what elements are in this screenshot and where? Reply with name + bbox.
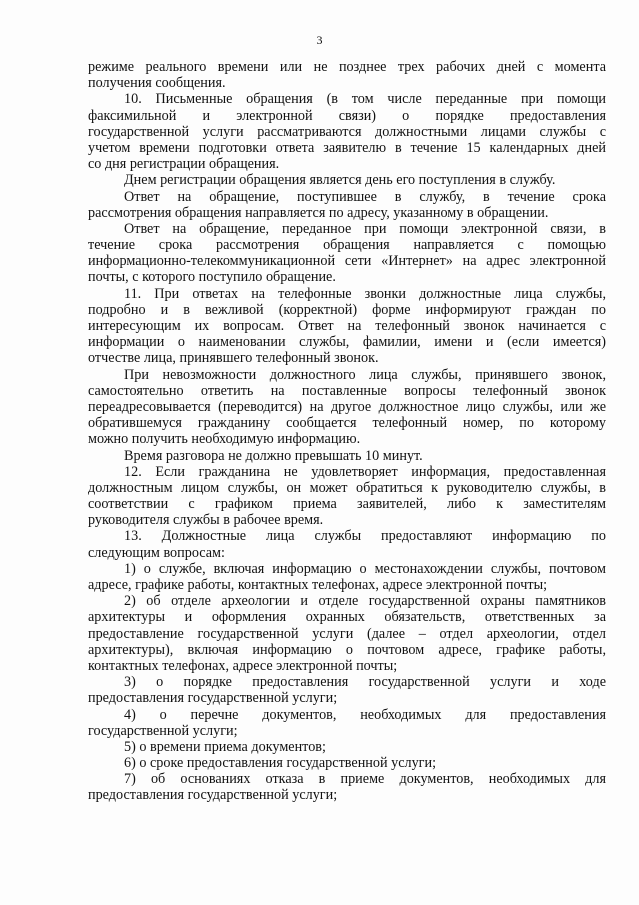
text-line: предоставления государственной услуги; — [88, 690, 338, 707]
text-line: предоставления государственной услуги; — [88, 787, 338, 804]
text-line: 4) о перечне документов, необходимых для предоставления — [124, 706, 606, 723]
text-line: адресе, графике работы, контактных телефонах, адресе электронной почты; — [88, 577, 548, 593]
text-line: архитектуры и оформления охранных обязательств, ответственных за — [88, 609, 606, 626]
text-line: 1) о службе, включая информацию о местонахождении службы, почтовом — [124, 560, 606, 577]
text-line: информации о наименовании службы, фамилии, имени и (если имеется) — [88, 334, 606, 351]
text-line: отчестве лица, принявшего телефонный звонок. — [88, 350, 379, 367]
text-line: переадресовывается (переводится) на другое должностное лицо службы, или же — [88, 398, 606, 415]
text-line: 7) об основаниях отказа в приеме документов, необходимых для — [124, 771, 606, 788]
text-line: 2) об отделе археологии и отделе государственной охраны памятников — [124, 593, 606, 610]
text-line: 11. При ответах на телефонные звонки должностные лица службы, — [124, 285, 606, 302]
text-line: государственной услуги рассматриваются должностными лицами службы с — [88, 123, 606, 140]
text-line: архитектуры), включая информацию о почтовом адресе, графике работы, — [88, 641, 606, 658]
text-line: подробно и в вежливой (корректной) форме информируют граждан по — [88, 301, 606, 318]
text-line: 3) о порядке предоставления государственной услуги и ходе — [124, 674, 606, 691]
text-line: режиме реального времени или не позднее трех рабочих дней с момента — [88, 59, 606, 75]
text-line: 5) о времени приема документов; — [124, 738, 326, 755]
text-line: получения сообщения. — [88, 75, 226, 92]
text-line: можно получить необходимую информацию. — [88, 431, 361, 448]
page-number: 3 — [316, 33, 323, 47]
text-line: Ответ на обращение, поступившее в службу, в течение срока — [124, 188, 606, 205]
text-line: интересующим их вопросам. Ответ на телефонный звонок начинается с — [88, 318, 606, 334]
text-line: со дня регистрации обращения. — [88, 156, 280, 173]
text-line: 12. Если гражданина не удовлетворяет информация, предоставленная — [124, 463, 606, 480]
text-line: При невозможности должностного лица службы, принявшего звонок, — [124, 366, 606, 383]
text-line: факсимильной и электронной связи) о порядке предоставления — [88, 107, 606, 124]
text-line: следующим вопросам: — [88, 544, 225, 561]
text-line: предоставление государственной услуги (далее – отдел археологии, отдел — [88, 625, 606, 642]
text-line: обратившемуся гражданину сообщается телефонный номер, по которому — [88, 415, 606, 432]
text-line: рассмотрения обращения направляется по адресу, указанному в обращении. — [88, 204, 549, 221]
text-line: государственной услуги; — [88, 722, 238, 739]
text-line: самостоятельно ответить на поставленные вопросы телефонный звонок — [88, 382, 606, 399]
text-line: Днем регистрации обращения является день его поступления в службу. — [124, 172, 556, 189]
text-line: почты, с которого поступило обращение. — [88, 269, 336, 286]
text-line: контактных телефонах, адресе электронной почты; — [88, 657, 398, 674]
text-line: 10. Письменные обращения (в том числе переданные при помощи — [124, 91, 606, 108]
text-line: учетом времени подготовки ответа заявителю в течение 15 календарных дней — [88, 139, 606, 156]
text-line: информационно-телекоммуникационной сети «Интернет» на адрес электронной — [88, 253, 606, 270]
text-line: Время разговора не должно превышать 10 минут. — [124, 447, 423, 464]
text-line: Ответ на обращение, переданное при помощи электронной связи, в — [124, 220, 606, 237]
text-line: руководителя службы в рабочее время. — [88, 512, 324, 529]
text-line: 6) о сроке предоставления государственной услуги; — [124, 755, 437, 772]
text-line: течение срока рассмотрения обращения направляется с помощью — [88, 237, 606, 254]
text-line: 13. Должностные лица службы предоставляют информацию по — [124, 528, 606, 545]
document-body — [88, 59, 606, 804]
text-line: должностным лицом службы, он может обратиться к руководителю службы, в — [88, 479, 606, 496]
text-line: соответствии с графиком приема заявителей, либо к заместителям — [88, 496, 606, 513]
